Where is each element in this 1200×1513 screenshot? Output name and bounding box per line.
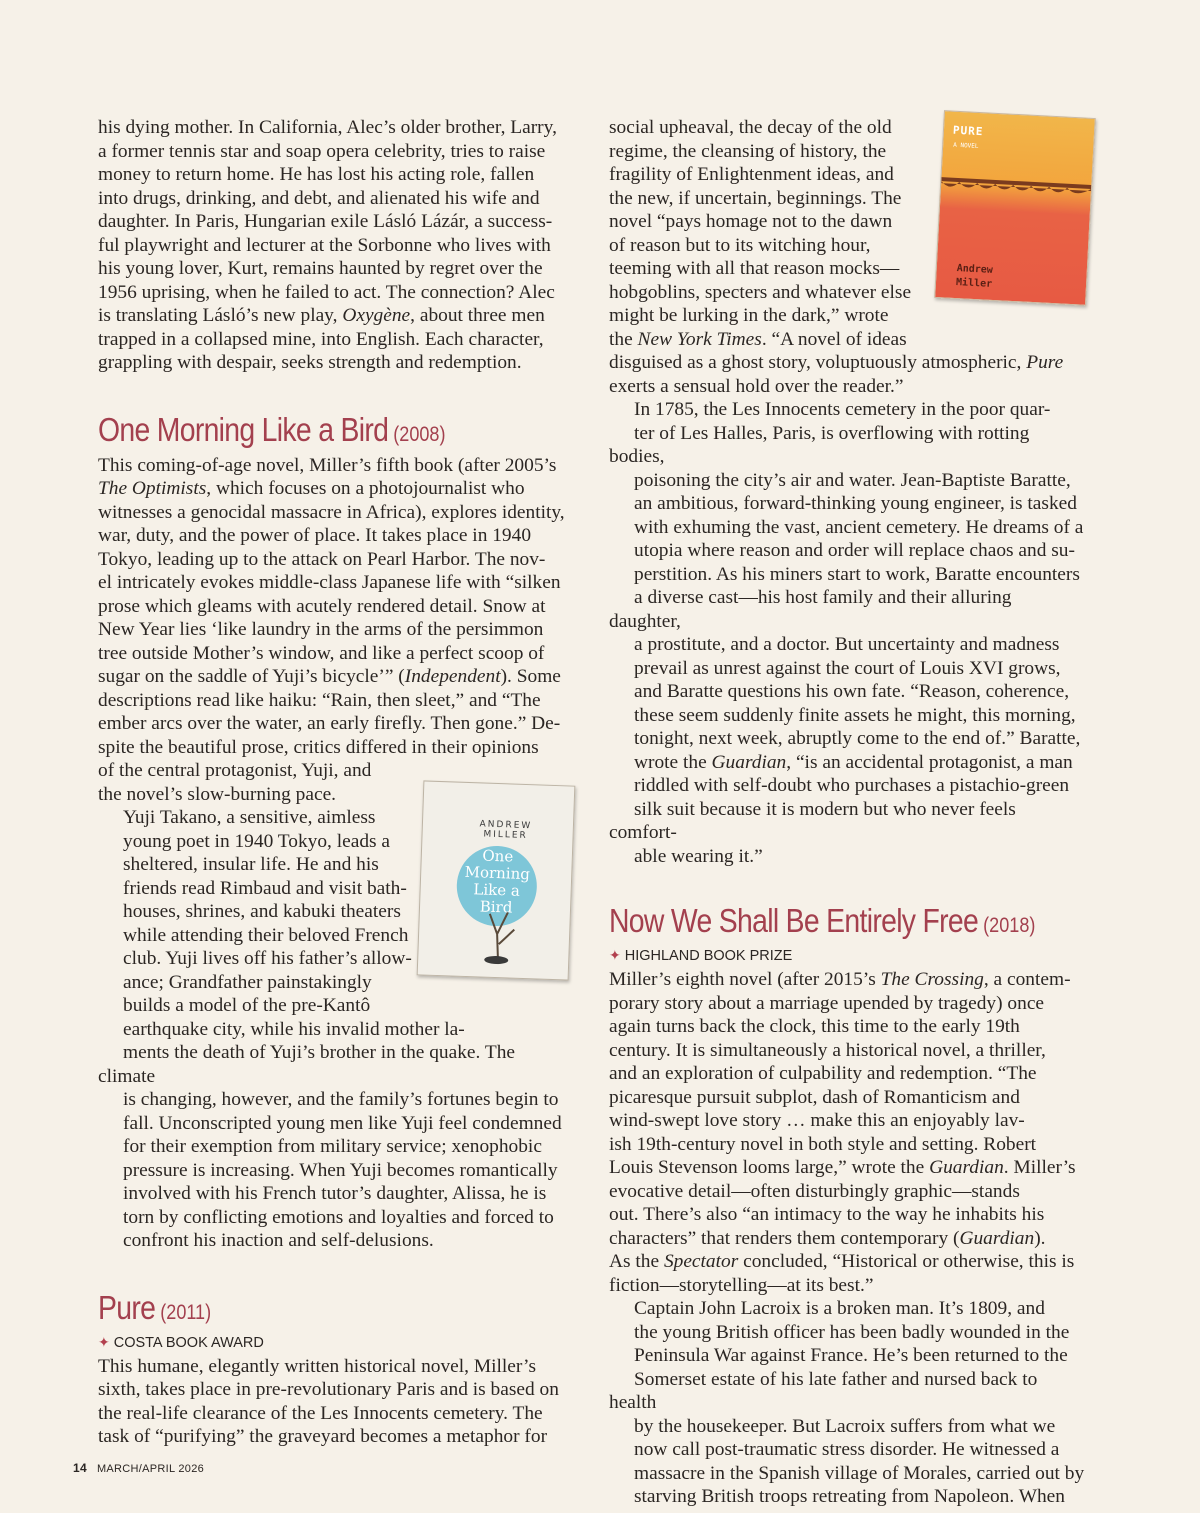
page-number: 14 [73, 1461, 87, 1475]
issue-date: MARCH/APRIL 2026 [96, 1463, 205, 1475]
heading-one-morning: One Morning Like a Bird (2008) [98, 410, 446, 448]
book-cover-pure: PURE A NOVEL Andrew Miller [934, 110, 1096, 306]
star-icon: ✦ [98, 1333, 110, 1350]
award-costa: ✦ COSTA BOOK AWARD [98, 1333, 264, 1351]
intro-paragraph: his dying mother. In California, Alec’s older brother, Larry, a former tennis star and soap opera celebrity, tries to raise money to return home. He has lost his acting role, fallen into drugs, drinking, and debt, and alienated his wife and daughter. In Paris, Hungarian exile Lásló Lázár, a success- ful playwright and lecturer at the Sorbonne who lives with his young lover, Kurt, remains haunted by regret over the 1956 uprising, when he failed to act. The connection? Alec is translating Lásló’s new play, Oxygène, about three men trapped in a collapsed mine, into English. Each character, grappling with despair, seeks strength and redemption. [98, 117, 557, 373]
star-icon: ✦ [609, 947, 621, 963]
heading-now-we-shall: Now We Shall Be Entirely Free (2018) [609, 902, 1036, 939]
page-footer [73, 1461, 204, 1475]
bridge-illustration [941, 173, 1092, 203]
pure-paragraph-2: In 1785, the Les Innocents cemetery in the poor quar- ter of Les Halles, Paris, is overflowing with rotting bodies, poisoning the city’s air and water. Jean-Baptiste Baratte, an ambitious, forward-thinking young engineer, is tasked with exhuming the vast, ancient cemetery. He dreams of a utopia where reason and order will replace chaos and su- perstition. As his miners start to work, Baratte encounters a diverse cast—his host family and their alluring daughter, a prostitute, and a doctor. But uncertainty and madness prevail as unrest against the court of Louis XVI grows, and Baratte questions his own fate. “Reason, coherence, these seem suddenly finite assets he might, this morning, tonight, next week, abruptly come to the end of.” Baratte, wrote the Guardian, “is an accidental protagonist, a man riddled with self-doubt who purchases a pistachio-green silk suit because it is modern but who never feels comfort- able wearing it.” [609, 399, 1084, 867]
bird-paragraph-1: This coming-of-age novel, Miller’s fifth book (after 2005’s The Optimists, which focuses on a photojournalist who witnesses a genocidal massacre in Africa), explores identity, war, duty, and the power of place. It takes place in 1940 Tokyo, leading up to the attack on Pearl Harbor. The nov- el intricately evokes middle-class Japanese life with “silken prose which gleams with acutely rendered detail. Snow at New Year lies ‘like laundry in the arms of the persimmon tree outside Mother’s window, and like a perfect scoop of sugar on the saddle of Yuji’s bicycle’” (Independent). Some descriptions read like haiku: “Rain, then sleet,” and “The ember arcs over the water, an early firefly. Then gone.” De- spite the beautiful prose, critics differed in their opinions of the central protagonist, Yuji, and the novel’s slow-burning pace. [98, 454, 565, 805]
award-highland: ✦ HIGHLAND BOOK PRIZE [609, 947, 793, 964]
pure-paragraph-cont: social upheaval, the decay of the old regime, the cleansing of history, the fragility of Enlightenment ideas, and the new, if uncertain, beginnings. The novel “pays homage not to the dawn of reason but to its witching hour, teeming with all that reason mocks— hobgoblins, specters and whatever else might be lurking in the dark,” wrote the New York Times. “A novel of ideas disguised as a ghost story, voluptuously atmospheric, Pure exerts a sensual hold over the reader.” [609, 117, 1064, 397]
bird-paragraph-2: Yuji Takano, a sensitive, aimless young poet in 1940 Tokyo, leads a sheltered, insular life. He and his friends read Rimbaud and visit bath- houses, shrines, and kabuki theaters while attending their beloved French club. Yuji lives off his father’s allow- ance; Grandfather painstakingly builds a model of the pre-Kantô earthquake city, while his invalid mother la- ments the death of Yuji’s brother in the quake. The climate is changing, however, and the family’s fortunes begin to fall. Unconscripted young men like Yuji feel condemned for their exemption from military service; xenophobic pressure is increasing. When Yuji becomes romantically involved with his French tutor’s daughter, Alissa, he is torn by conflicting emotions and loyalties and forced to confront his inaction and self-delusions. [98, 807, 562, 1251]
free-paragraph-2: Captain John Lacroix is a broken man. It’s 1809, and the young British officer has been badly wounded in the Peninsula War against France. He’s been returned to the Somerset estate of his late father and nursed back to health by the housekeeper. But Lacroix suffers from what we now call post-traumatic stress disorder. He witnessed a massacre in the Spanish village of Morales, carried out by starving British troops retreating from Napoleon. When [609, 1298, 1085, 1507]
tree-illustration [458, 893, 540, 966]
pure-paragraph-1: This humane, elegantly written historical novel, Miller’s sixth, takes place in pre-revolutionary Paris and is based on the real-life clearance of the Les Innocents cemetery. The task of “purifying” the graveyard becomes a metaphor for [98, 1355, 559, 1447]
right-column [609, 116, 1085, 1509]
heading-pure: Pure (2011) [98, 1288, 212, 1326]
book-cover-one-morning: ANDREW MILLER One Morning Like a Bird [417, 780, 576, 980]
free-paragraph-1: Miller’s eighth novel (after 2015’s The Crossing, a contem- porary story about a marriage upended by tragedy) once again turns back the clock, this time to the early 19th century. It is simultaneously a historical novel, a thriller, and an exploration of culpability and redemption. “The picaresque pursuit subplot, dash of Romanticism and wind-swept love story … make this an enjoyably lav- ish 19th-century novel in both style and setting. Robert Louis Stevenson looms large,” wrote the Guardian. Miller’s evocative detail—often disturbingly graphic—stands out. There’s also “an intimacy to the way he inhabits his characters” that renders them contemporary (Guardian). As the Spectator concluded, “Historical or otherwise, this is fiction—storytelling—at its best.” [609, 969, 1076, 1296]
